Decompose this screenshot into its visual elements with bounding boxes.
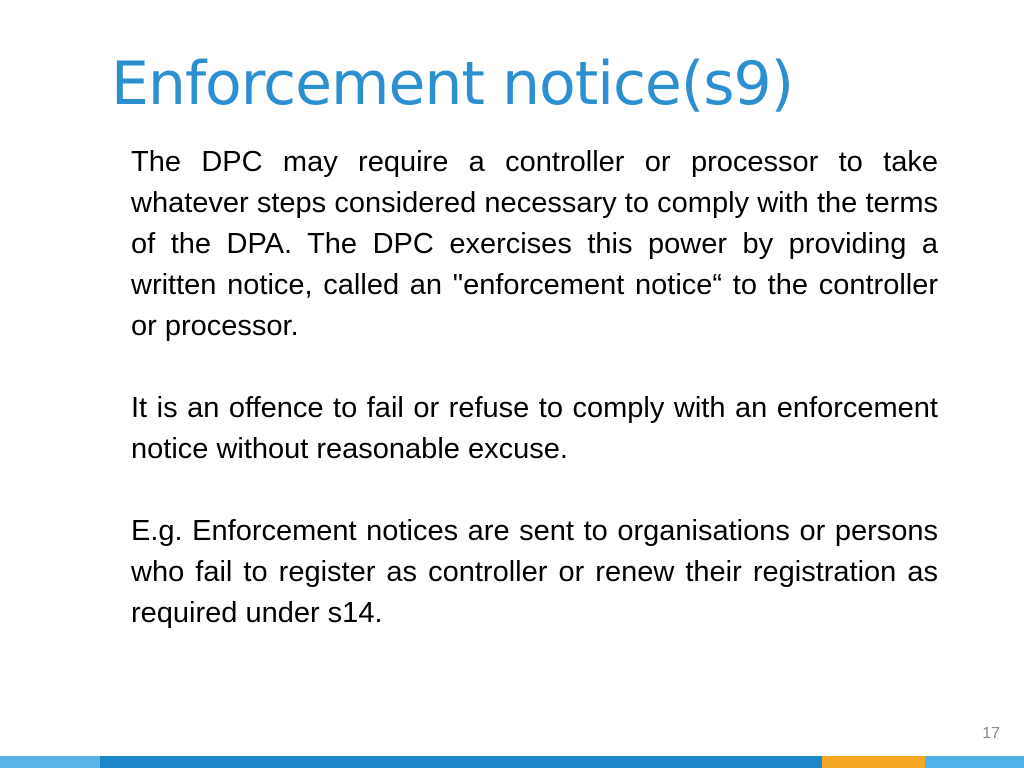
page-number: 17 xyxy=(982,725,1000,742)
slide-title: Enforcement notice(s9) xyxy=(111,49,794,119)
footer-segment-blue xyxy=(100,756,822,768)
footer-segment-light-blue xyxy=(0,756,100,768)
paragraph-enforcement-definition: The DPC may require a controller or processor to take whatever steps considered necessary to comply with the terms of the DPA. The DPC exercises this power by providing a written notice, called an "enforcement notice“ to the controller or processor. xyxy=(131,146,938,342)
footer-color-bar xyxy=(0,756,1024,768)
paragraph-example: E.g. Enforcement notices are sent to organisations or persons who fail to register as controller or renew their registration as required under s14. xyxy=(131,515,938,629)
footer-segment-sky xyxy=(925,756,1024,768)
footer-segment-orange xyxy=(822,756,925,768)
paragraph-offence: It is an offence to fail or refuse to comply with an enforcement notice without reasonable excuse. xyxy=(131,392,938,465)
slide-body xyxy=(131,142,938,634)
